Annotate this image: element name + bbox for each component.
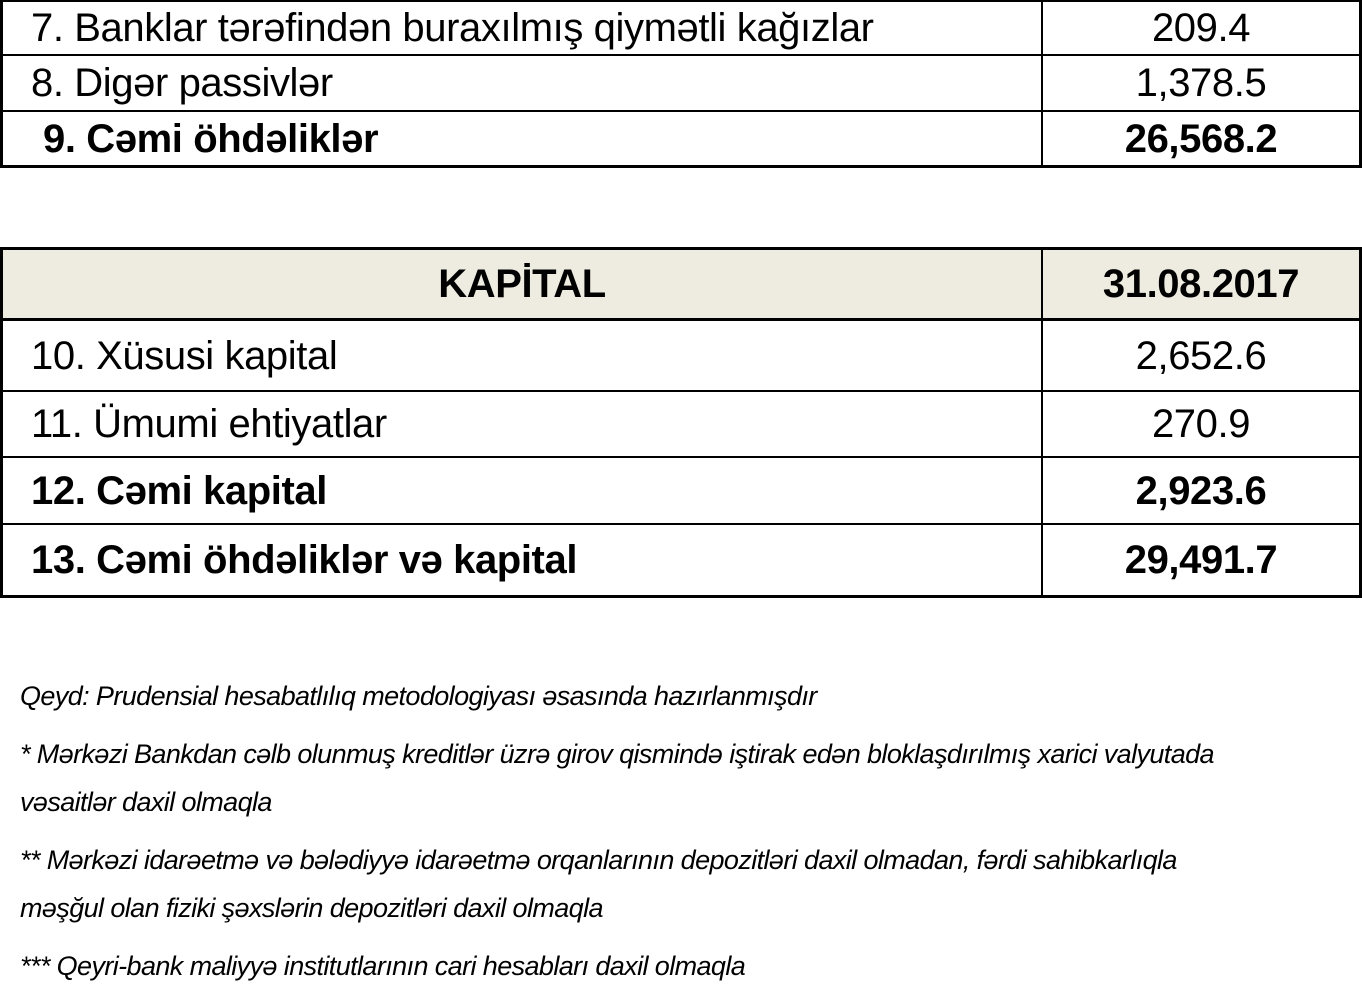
note-line: * Mərkəzi Bankdan cəlb olunmuş kreditlər üzrə girov qismində iştirak edən bloklaşdırılmış xarici valyutada (20, 739, 1214, 769)
row-value: 1,378.5 (1135, 61, 1267, 105)
row-label: 12. Cəmi kapital (3, 458, 1043, 523)
footnotes (20, 672, 1350, 1000)
row-label: 8. Digər passivlər (3, 56, 1043, 110)
table-row (3, 321, 1359, 390)
note-line: *** Qeyri-bank maliyyə institutlarının cari hesabları daxil olmaqla (20, 951, 746, 981)
row-value: 209.4 (1151, 6, 1251, 50)
row-label: 10. Xüsusi kapital (3, 321, 1043, 390)
table-row-total-liabilities-and-capital (3, 523, 1359, 595)
capital-table (0, 247, 1362, 598)
row-label: 13. Cəmi öhdəliklər və kapital (3, 525, 1043, 595)
note-line: Qeyd: Prudensial hesabatlılıq metodologiyası əsasında hazırlanmışdır (20, 681, 817, 711)
row-value: 2,923.6 (1135, 468, 1267, 513)
row-label: 11. Ümumi ehtiyatlar (3, 392, 1043, 456)
capital-header-date: 31.08.2017 (1102, 262, 1300, 306)
capital-header-title: KAPİTAL (3, 250, 1043, 318)
row-value: 29,491.7 (1124, 538, 1278, 582)
liabilities-table (0, 0, 1362, 168)
table-row (3, 2, 1359, 54)
note-line: məşğul olan fiziki şəxslərin depozitləri daxil olmaqla (20, 893, 603, 923)
row-value: 26,568.2 (1124, 116, 1278, 161)
note-asterisk-3 (20, 942, 1350, 990)
note-line: vəsaitlər daxil olmaqla (20, 787, 272, 817)
table-row-total-liabilities (3, 110, 1359, 165)
row-label: 7. Banklar tərəfindən buraxılmış qiymətli kağızlar (3, 2, 1043, 54)
row-label: 9. Cəmi öhdəliklər (3, 112, 1043, 165)
row-value: 2,652.6 (1135, 333, 1267, 378)
table-row (3, 390, 1359, 456)
note-asterisk-1 (20, 730, 1350, 826)
table-row (3, 54, 1359, 110)
row-value: 270.9 (1151, 402, 1251, 446)
capital-table-header (3, 250, 1359, 321)
note-asterisk-2 (20, 836, 1350, 932)
note-qeyd (20, 672, 1350, 720)
note-line: ** Mərkəzi idarəetmə və bələdiyyə idarəetmə orqanlarının depozitləri daxil olmadan, fərdi sahibkarlıqla (20, 845, 1177, 875)
table-row-total-capital (3, 456, 1359, 523)
